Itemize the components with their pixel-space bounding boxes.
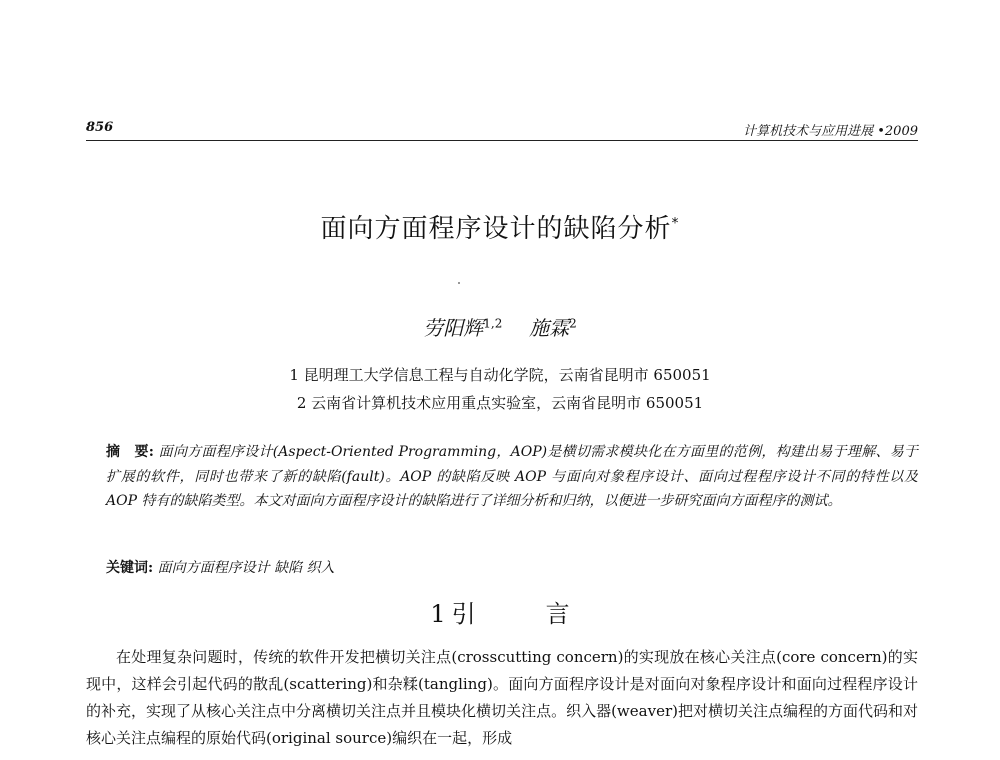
author-affiliation-mark: 1,2 (483, 316, 503, 331)
title-footnote-mark: * (671, 215, 680, 232)
section-heading (0, 594, 1000, 629)
keywords-label: 关键词: (106, 560, 154, 576)
paper-title-text: 面向方面程序设计的缺陷分析 (320, 214, 672, 244)
affiliation-2: 2 云南省计算机技术应用重点实验室，云南省昆明市 650051 (296, 394, 704, 412)
paper-title (0, 208, 1000, 245)
section-title-part: 引 (451, 600, 476, 628)
author-affiliation-mark: 2 (569, 316, 577, 331)
running-header (86, 118, 918, 141)
affiliation-1: 1 昆明理工大学信息工程与自动化学院，云南省昆明市 650051 (289, 366, 711, 384)
author-name: 施霖 (529, 316, 570, 340)
abstract-text: 面向方面程序设计(Aspect-Oriented Programming，AOP)是横切需求模块化在方面里的范例，构建出易于理解、易于扩展的软件，同时也带来了新的缺陷(fault)。AOP 的缺陷反映 AOP 与面向对象程序设计、面向过程程序设计不同的特性以及 AOP 特有的缺陷类型。本文对面向方面程序设计的缺陷进行了详细分析和归纳，以便进一步研究面向方面程序的测试。 (106, 444, 918, 509)
separator-dot (458, 282, 460, 284)
section-title-part: 言 (545, 600, 570, 628)
author-name: 劳阳辉 (423, 316, 484, 340)
body-paragraph: 在处理复杂问题时，传统的软件开发把横切关注点(crosscutting concern)的实现放在核心关注点(core concern)的实现中，这样会引起代码的散乱(scattering)和杂糅(tangling)。面向方面程序设计是对面向对象程序设计和面向过程程序设计的补充，实现了从核心关注点中分离横切关注点并且模块化横切关注点。织入器(weaver)把对横切关注点编程的方面代码和对核心关注点编程的原始代码(original source)编织在一起，形成 (86, 648, 918, 747)
keywords-text: 面向方面程序设计 缺陷 织入 (153, 560, 335, 576)
author-list (0, 312, 1000, 341)
abstract-label: 摘 要: (106, 444, 154, 460)
page-number: 856 (86, 120, 114, 135)
keywords (106, 557, 918, 577)
abstract (106, 440, 918, 514)
journal-name: 计算机技术与应用进展 •2009 (743, 124, 918, 139)
section-number: 1 (430, 600, 446, 628)
